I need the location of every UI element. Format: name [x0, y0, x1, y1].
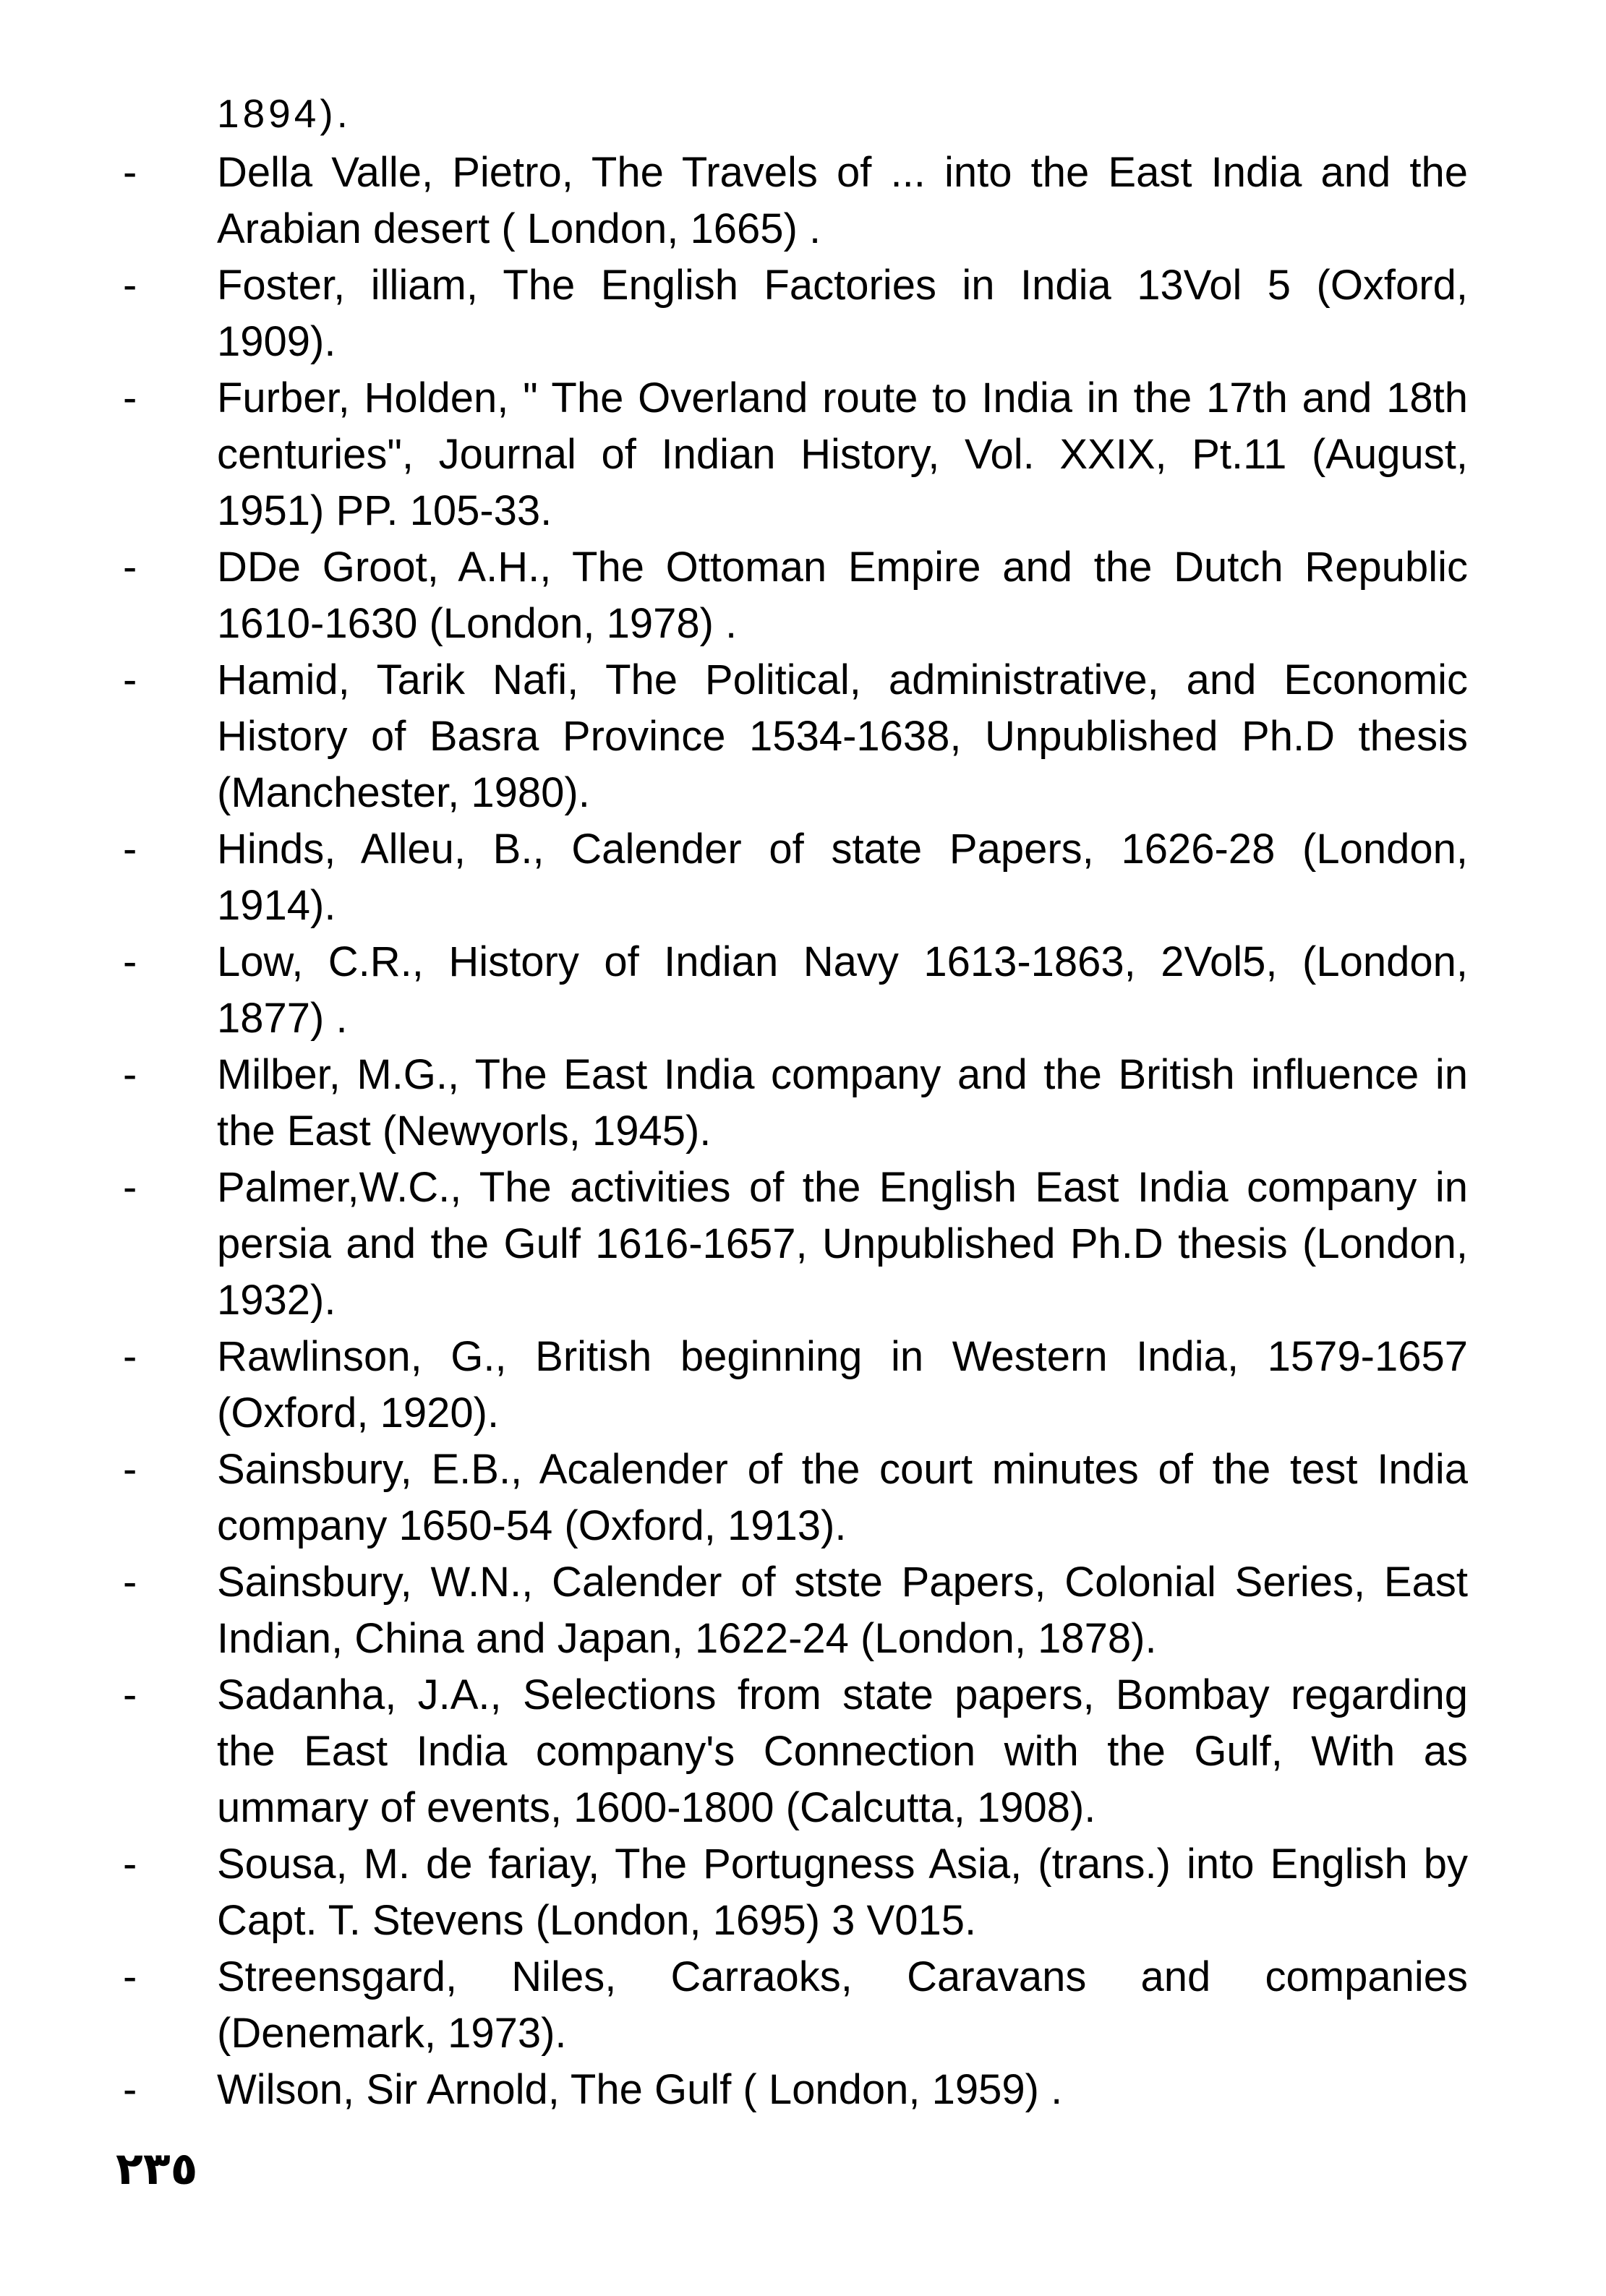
- reference-text: Hamid, Tarik Nafi, The Political, administrative, and Economic History of Basra Province 1534-1638, Unpublished Ph.D thesis (Manchester, 1980).: [217, 656, 1468, 816]
- reference-text: Sadanha, J.A., Selections from state papers, Bombay regarding the East India company's Connection with the Gulf, With as ummary of events, 1600-1800 (Calcutta, 1908).: [217, 1671, 1468, 1831]
- list-bullet: -: [123, 1559, 137, 1606]
- reference-entry: [123, 821, 1468, 934]
- list-bullet: -: [123, 1333, 137, 1380]
- bibliography-list: [123, 145, 1468, 2118]
- reference-text: Palmer,W.C., The activities of the English East India company in persia and the Gulf 1616-1657, Unpublished Ph.D thesis (London, 1932).: [217, 1164, 1468, 1324]
- reference-entry: [123, 370, 1468, 539]
- reference-entry: [123, 1047, 1468, 1160]
- list-bullet: -: [123, 149, 137, 196]
- reference-text: Streensgard, Niles, Carraoks, Caravans and companies (Denemark, 1973).: [217, 1953, 1468, 2057]
- reference-entry: [123, 539, 1468, 652]
- reference-text: Hinds, Alleu, B., Calender of state Papers, 1626-28 (London, 1914).: [217, 826, 1468, 929]
- list-bullet: -: [123, 1953, 137, 2000]
- reference-text: Foster, illiam, The English Factories in India 13Vol 5 (Oxford, 1909).: [217, 262, 1468, 365]
- list-bullet: -: [123, 826, 137, 873]
- list-bullet: -: [123, 656, 137, 703]
- reference-entry: [123, 2062, 1468, 2118]
- list-bullet: -: [123, 1051, 137, 1098]
- reference-text: Wilson, Sir Arnold, The Gulf ( London, 1959) .: [217, 2066, 1063, 2113]
- reference-entry: [123, 257, 1468, 370]
- reference-entry: [123, 1949, 1468, 2062]
- reference-text: Milber, M.G., The East India company and the British influence in the East (Newyorls, 1945).: [217, 1051, 1468, 1155]
- list-bullet: -: [123, 1164, 137, 1211]
- reference-entry: [123, 1667, 1468, 1836]
- reference-entry: [123, 1160, 1468, 1329]
- reference-text: Sousa, M. de fariay, The Portugness Asia, (trans.) into English by Capt. T. Stevens (London, 1695) 3 V015.: [217, 1841, 1468, 1944]
- reference-text: Rawlinson, G., British beginning in Western India, 1579-1657 (Oxford, 1920).: [217, 1333, 1468, 1436]
- reference-text: DDe Groot, A.H., The Ottoman Empire and the Dutch Republic 1610-1630 (London, 1978) .: [217, 544, 1468, 647]
- reference-text: Low, C.R., History of Indian Navy 1613-1863, 2Vol5, (London, 1877) .: [217, 938, 1468, 1042]
- list-bullet: -: [123, 262, 137, 309]
- page-number: ٢٣٥: [116, 2142, 198, 2195]
- reference-entry: [123, 1329, 1468, 1442]
- list-bullet: -: [123, 938, 137, 985]
- continuation-text: 1894).: [217, 91, 351, 136]
- list-bullet: -: [123, 1446, 137, 1493]
- reference-entry: [123, 934, 1468, 1047]
- reference-text: Furber, Holden, " The Overland route to India in the 17th and 18th centuries", Journal of Indian History, Vol. XXIX, Pt.11 (August, 1951) PP. 105-33.: [217, 374, 1468, 534]
- reference-entry: [123, 145, 1468, 257]
- list-bullet: -: [123, 544, 137, 591]
- reference-entry: [123, 1442, 1468, 1554]
- list-bullet: -: [123, 1671, 137, 1718]
- reference-entry: [123, 652, 1468, 821]
- reference-entry: [123, 1836, 1468, 1949]
- list-bullet: -: [123, 2066, 137, 2113]
- list-bullet: -: [123, 374, 137, 421]
- list-bullet: -: [123, 1841, 137, 1888]
- reference-text: Sainsbury, E.B., Acalender of the court minutes of the test India company 1650-54 (Oxford, 1913).: [217, 1446, 1468, 1549]
- reference-entry: [123, 1554, 1468, 1667]
- reference-text: Sainsbury, W.N., Calender of stste Papers, Colonial Series, East Indian, China and Japan, 1622-24 (London, 1878).: [217, 1559, 1468, 1662]
- reference-text: Della Valle, Pietro, The Travels of ... into the East India and the Arabian desert ( London, 1665) .: [217, 149, 1468, 252]
